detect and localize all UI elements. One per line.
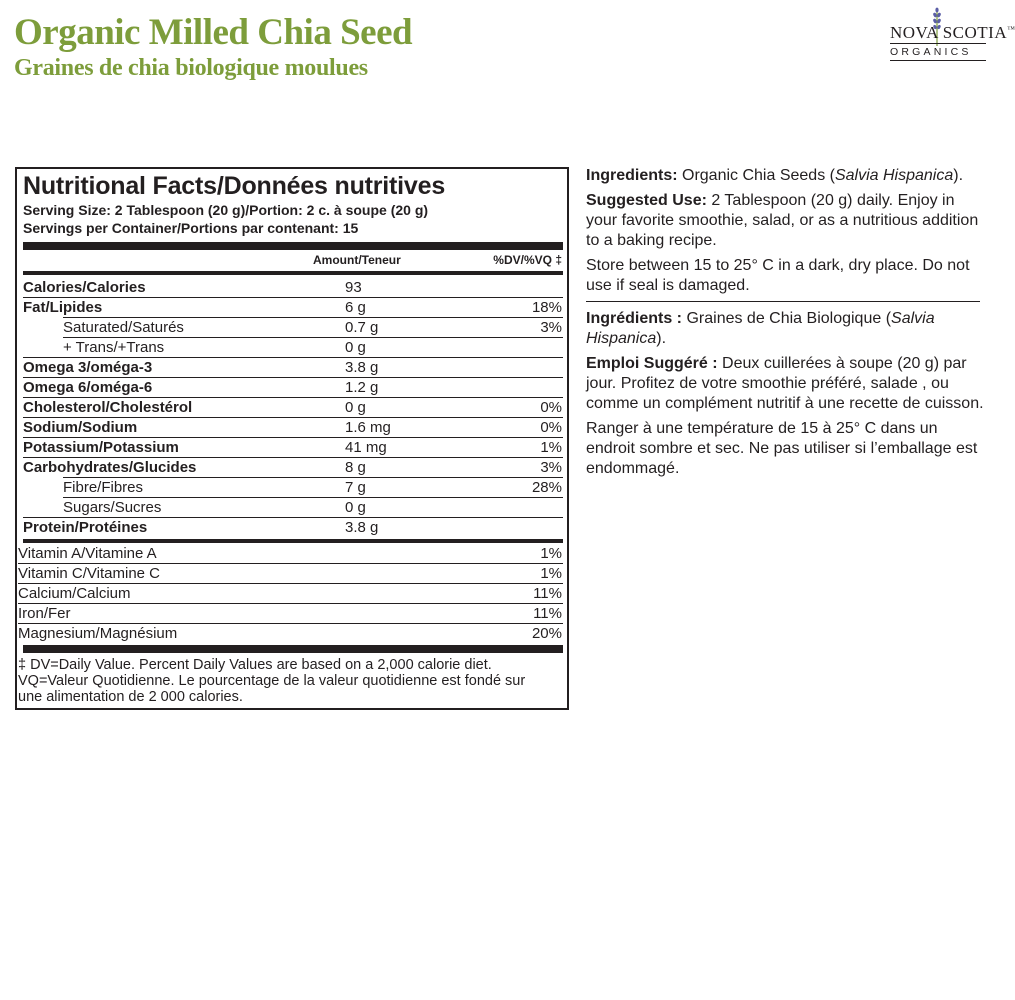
vitamin-row: [18, 564, 563, 584]
nutrient-row: [23, 398, 563, 418]
nutrient-amount: 0 g: [345, 399, 366, 416]
nutrient-name: Fat/Lipides: [23, 299, 103, 316]
product-subtitle-fr: Graines de chia biologique moulues: [14, 55, 368, 81]
nutrient-dv: 1%: [540, 439, 562, 456]
nutrient-amount: 3.8 g: [345, 359, 379, 376]
nutrient-amount: 93: [345, 279, 362, 296]
nutrition-facts-table: [15, 167, 569, 710]
nutrient-amount: 1.6 mg: [345, 419, 391, 436]
facts-title: Nutritional Facts/Données nutritives: [23, 172, 446, 200]
nutrient-row: [23, 418, 563, 438]
nutrient-amount: 0.7 g: [345, 319, 379, 336]
dv-header: %DV/%VQ ‡: [493, 253, 562, 267]
nutrient-row: [23, 478, 563, 498]
servings-per-container: Servings per Container/Portions par contenant: 15: [23, 220, 359, 236]
vitamin-row: [18, 624, 563, 644]
nutrient-dv: 3%: [540, 319, 562, 336]
language-divider: [586, 301, 980, 302]
nutrient-dv: 3%: [540, 459, 562, 476]
nutrient-amount: 1.2 g: [345, 379, 379, 396]
vitamin-row: [18, 584, 563, 604]
nutrient-amount: 8 g: [345, 459, 366, 476]
nutrient-name: Omega 6/oméga-6: [23, 379, 153, 396]
footnote: ‡ DV=Daily Value. Percent Daily Values are based on a 2,000 calorie diet. VQ=Valeur Quotidienne. Le pourcentage de la valeur quotidienne est fondé sur une alimentation de 2 000 calories.: [18, 657, 526, 705]
vitamin-dv: 1%: [540, 545, 562, 562]
divider-medium: [23, 271, 563, 275]
suggested-use-fr: Emploi Suggéré : Deux cuillerées à soupe (20 g) par jour. Profitez de votre smoothie préféré, salade , ou comme un complément nutritif à une recette de cuisson.: [586, 355, 984, 412]
amount-header: Amount/Teneur: [313, 253, 401, 267]
nutrient-row: [23, 378, 563, 398]
vitamin-row: [18, 604, 563, 624]
nutrient-amount: 7 g: [345, 479, 366, 496]
storage-en: Store between 15 to 25° C in a dark, dry place. Do not use if seal is damaged.: [586, 257, 970, 294]
serving-size: Serving Size: 2 Tablespoon (20 g)/Portion: 2 c. à soupe (20 g): [23, 202, 429, 218]
divider-medium: [23, 539, 563, 543]
nutrient-amount: 6 g: [345, 299, 366, 316]
nutrient-name: Cholesterol/Cholestérol: [23, 399, 193, 416]
nutrient-row: [23, 298, 563, 318]
storage-fr: Ranger à une température de 15 à 25° C dans un endroit sombre et sec. Ne pas utiliser si l’emballage est endommagé.: [586, 420, 978, 477]
nutrient-row: [23, 338, 563, 358]
nutrient-dv: 0%: [540, 399, 562, 416]
nutrient-row: [23, 458, 563, 478]
logo-organics: ORGANICS: [890, 46, 972, 58]
nutrient-name: Sodium/Sodium: [23, 419, 138, 436]
nutrient-dv: 28%: [531, 479, 562, 496]
nutrient-row: [23, 518, 563, 538]
nutrient-name: Omega 3/oméga-3: [23, 359, 153, 376]
divider-thick: [23, 645, 563, 653]
suggested-use-en: Suggested Use: 2 Tablespoon (20 g) daily. Enjoy in your favorite smoothie, salad, or as a nutritious addition to a baking recipe.: [586, 192, 979, 249]
nutrient-amount: 41 mg: [345, 439, 387, 456]
vitamin-dv: 1%: [540, 565, 562, 582]
nutrient-name: Carbohydrates/Glucides: [23, 459, 197, 476]
divider-thick: [23, 242, 563, 250]
nutrient-name: Fibre/Fibres: [63, 479, 144, 496]
logo-rule-top: [890, 43, 986, 44]
brand-logo: [888, 6, 1015, 64]
ingredients-en: Ingredients: Organic Chia Seeds (Salvia Hispanica).: [586, 167, 964, 184]
vitamin-name: Vitamin A/Vitamine A: [18, 545, 157, 562]
nutrient-amount: 3.8 g: [345, 519, 379, 536]
logo-nova-scotia: NOVA SCOTIA™: [890, 23, 1015, 42]
nutrient-name: Protein/Protéines: [23, 519, 148, 536]
nutrient-name: Calories/Calories: [23, 279, 146, 296]
nutrient-dv: 0%: [540, 419, 562, 436]
vitamin-dv: 11%: [533, 585, 562, 602]
nutrient-row: [23, 278, 563, 298]
vitamin-row: [18, 544, 563, 564]
vitamin-dv: 20%: [531, 625, 562, 642]
vitamin-dv: 11%: [533, 605, 562, 622]
nutrient-row: [23, 358, 563, 378]
nutrient-amount: 0 g: [345, 499, 366, 516]
vitamin-name: Calcium/Calcium: [18, 585, 131, 602]
nutrient-dv: 18%: [531, 299, 562, 316]
vitamin-name: Iron/Fer: [18, 605, 71, 622]
nutrient-amount: 0 g: [345, 339, 366, 356]
nutrient-row: [23, 318, 563, 338]
nutrient-name: + Trans/+Trans: [63, 339, 165, 356]
nutrient-name: Potassium/Potassium: [23, 439, 179, 456]
nutrient-name: Saturated/Saturés: [63, 319, 184, 336]
nutrient-name: Sugars/Sucres: [63, 499, 162, 516]
vitamin-name: Magnesium/Magnésium: [18, 625, 178, 642]
logo-rule-bottom: [890, 60, 986, 61]
product-title: Organic Milled Chia Seed: [14, 12, 413, 53]
nutrient-row: [23, 438, 563, 458]
product-info: [586, 166, 986, 484]
vitamin-name: Vitamin C/Vitamine C: [18, 565, 161, 582]
nutrient-row: [23, 498, 563, 518]
ingredients-fr: Ingrédients : Graines de Chia Biologique (Salvia Hispanica).: [586, 310, 935, 347]
